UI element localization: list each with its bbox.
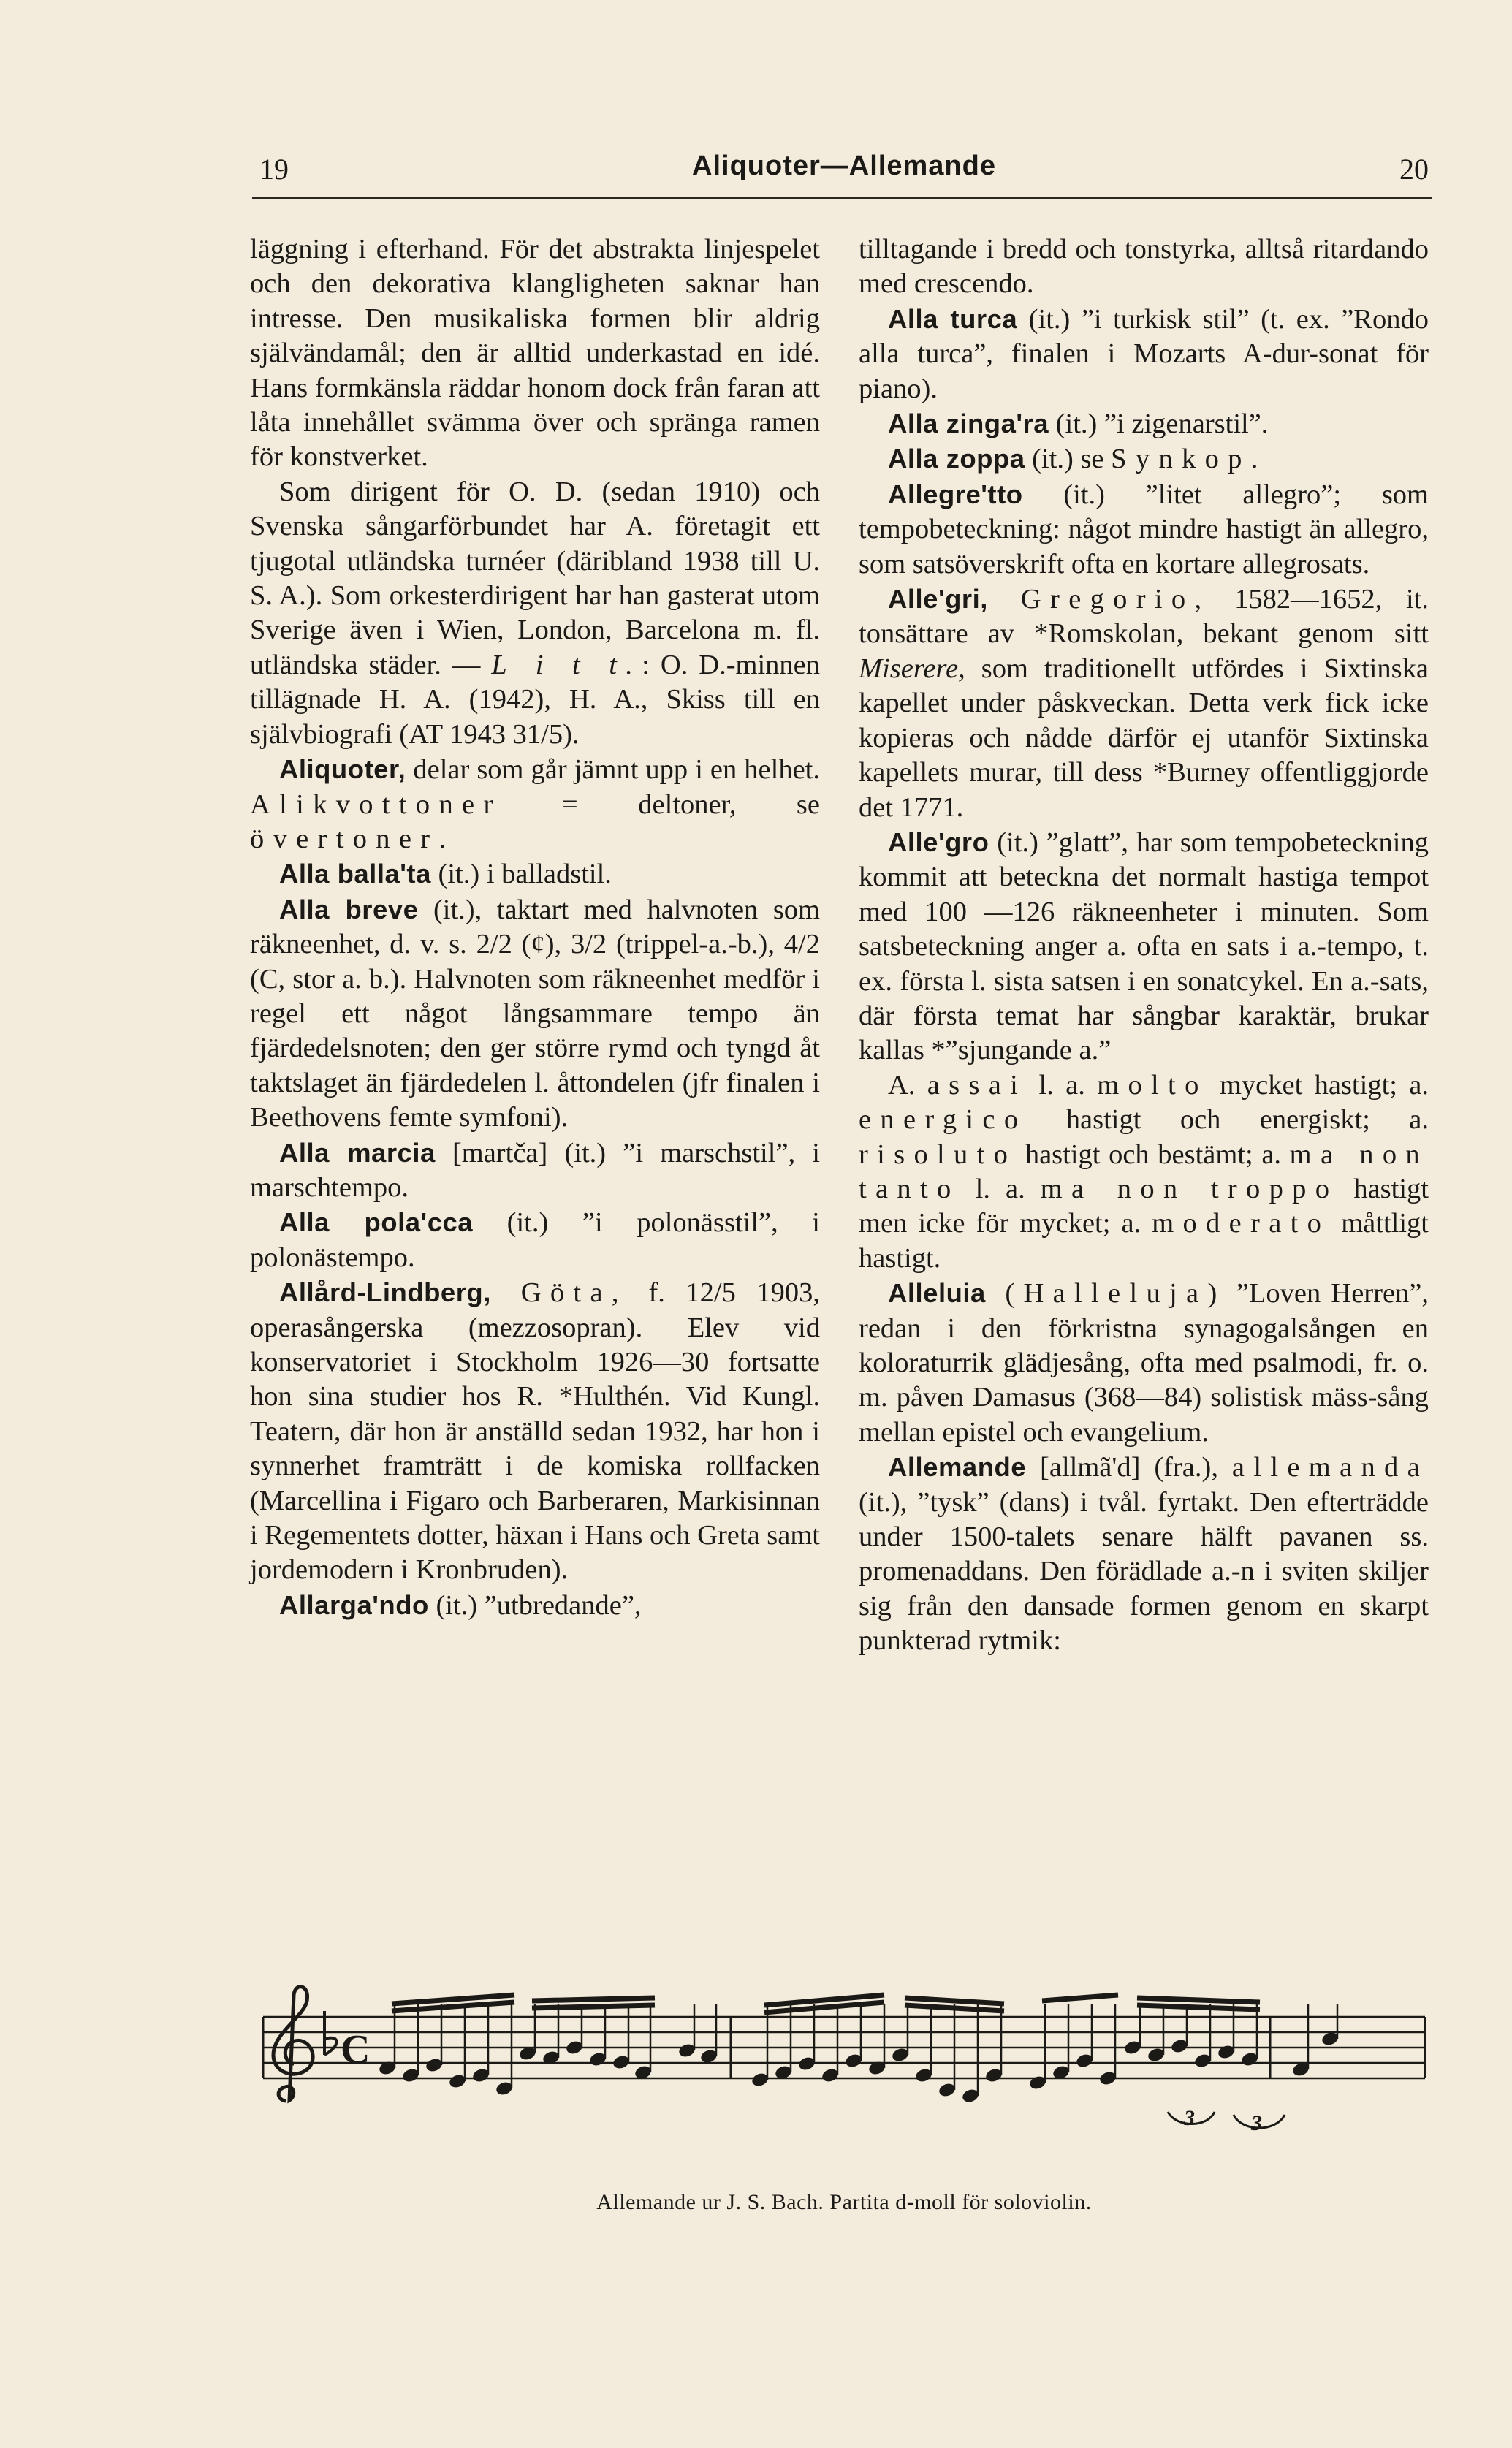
lemma: Alle'gro: [888, 826, 989, 857]
entry-allard-lindberg: Allård-Lindberg, Göta, f. 12/5 1903, operasångerska (mezzosopran). Elev vid konservatoriet i Stockholm 1926—30 fortsatte hon sina studier hos R. *Hulthén. Vid Kungl. Teatern, där hon är anställd sedan 1932, har hon i synnerhet framträtt i de komiska rollfacken (Marcellina i Figaro och Barberaren, Markisinnan i Regementets dotter, häxan i Hans och Greta samt jordemodern i Kronbruden).: [250, 1277, 820, 1586]
entry-allegro: Alle'gro (it.) ”glatt”, har som tempobeteckning kommit att beteckna det normalt hastiga tempot med 100 —126 räkneenheter i minuten. Som satsbeteckning anger a. ofta en sats i a.-tempo, t. ex. första l. sista satsen i en sonatcykel. En a.-sats, där första temat har sångbar karaktär, brukar kallas *”sjungande a.”: [859, 826, 1429, 1066]
entry-allegri: Alle'gri, Gregorio, 1582—1652, it. tonsättare av *Romskolan, bekant genom sitt Miserere, som traditionellt utfördes i Sixtinska kapellet under påskveckan. Detta verk fick icke kopieras och nådde därför ej utanför Sixtinska kapellets murar, till dess *Burney offentliggjorde det 1771.: [859, 584, 1429, 823]
entry-allemande: Allemande [allmã'd] (fra.), allemanda (it.), ”tysk” (dans) i tvål. fyrtakt. Den efterträdde under 1500-talets senare hälft pavanen ss. promenaddans. Den förädlade a.-n i sviten skiljer sig från den dansade formen genom en skarpt punkterad rytmik:: [859, 1452, 1429, 1657]
note-beam: [905, 2005, 1004, 2011]
lemma: Alle'gri,: [888, 584, 988, 615]
entry-alla-ballata: Alla balla'ta (it.) i balladstil.: [279, 859, 612, 890]
entry-allegretto: Allegre'tto (it.) ”litet allegro”; som tempobeteckning: något mindre hastigt än allegro, som satsöverskrift ofta en kortare allegrosats.: [859, 479, 1429, 579]
entry-alla-marcia: Alla marcia [martča] (it.) ”i marschstil”, i marschtempo.: [250, 1137, 821, 1203]
lemma: Alla balla'ta: [279, 859, 431, 889]
music-example: [248, 1966, 1432, 2156]
left-column: [250, 232, 820, 1623]
triplet-label: 3: [1251, 2111, 1262, 2135]
lemma: Allarga'ndo: [279, 1589, 429, 1620]
lemma: Alla turca: [888, 303, 1018, 334]
entry-aliquoter: Aliquoter, delar som går jämnt upp i en helhet. Alikvottoner = deltoner, se övertoner.: [250, 754, 820, 854]
lemma: Alla marcia: [279, 1137, 436, 1168]
page-number-right: 20: [1399, 153, 1429, 186]
lemma: Alla zoppa: [888, 444, 1025, 474]
entry-alla-polacca: Alla pola'cca (it.) ”i polonässtil”, i polonästempo.: [250, 1207, 820, 1273]
lemma: Alla breve: [279, 894, 419, 924]
note-beam: [1042, 1995, 1118, 2001]
right-column: [859, 232, 1429, 1659]
entry-allegro-modifiers: A. assai l. a. molto mycket hastigt; a. energico hastigt och energiskt; a. risoluto hastigt och bestämt; a. ma non tanto l. a. ma non troppo hastigt men icke för mycket; a. moderato måttligt hastigt.: [859, 1069, 1429, 1274]
lemma: Allemande: [888, 1452, 1027, 1483]
entry-continuation: läggning i efterhand. För det abstrakta linjespelet och den dekorativa klangligheten saknar han intresse. Den musikaliska formen blir aldrig självändamål; den är alltid underkastad en idé. Hans formkänsla räddar honom dock från faran att låta innehållet svämma över och spränga ramen för konstverket.: [250, 234, 820, 473]
page-header: [259, 146, 1429, 197]
lemma: Alleluia: [888, 1278, 986, 1309]
lemma: Aliquoter,: [279, 754, 406, 785]
music-caption: Allemande ur J. S. Bach. Partita d-moll för soloviolin.: [596, 2190, 1092, 2214]
entry-alla-zingara: Alla zinga'ra (it.) ”i zigenarstil”.: [888, 408, 1269, 440]
time-signature: C: [341, 2027, 371, 2072]
note-beam: [532, 1998, 655, 2001]
triplet-label: 3: [1184, 2106, 1195, 2130]
note-beam: [1137, 1998, 1260, 2002]
running-title: Aliquoter—Allemande: [692, 151, 996, 181]
page-number-left: 19: [259, 153, 289, 186]
treble-clef-icon: [273, 1987, 313, 2101]
entry-alla-zoppa: Alla zoppa (it.) se Synkop.: [888, 444, 1258, 475]
entry-allargando: Allarga'ndo (it.) ”utbredande”,: [279, 1589, 642, 1621]
lemma: Alla pola'cca: [279, 1207, 474, 1238]
entry-alla-turca: Alla turca (it.) ”i turkisk stil” (t. ex. ”Rondo alla turca”, finalen i Mozarts A-dur-sonat för piano).: [859, 303, 1429, 404]
lemma: Alla zinga'ra: [888, 408, 1049, 439]
lemma: Allård-Lindberg,: [279, 1277, 491, 1308]
note-group: [378, 1995, 1340, 2104]
header-rule: [252, 197, 1432, 199]
entry-alleluia: Alleluia (Halleluja) ”Loven Herren”, redan i den förkristna synagogalsången en koloraturrik glädjesång, ofta med psalmodi, fr. o. m. påven Damasus (368—84) solistisk mäss-sång mellan epistel och evangelium.: [859, 1278, 1429, 1448]
note-beam: [532, 2005, 655, 2008]
entry-paragraph: Som dirigent för O. D. (sedan 1910) och Svenska sångarförbundet har A. företagit ett tjugotal utländska turnéer (däribland 1938 till U. S. A.). Som orkesterdirigent har han gasterat utom Sverige även i Wien, London, Barcelona m. fl. utländska städer. — L i t t.: O. D.-minnen tillägnade H. A. (1942), H. A., Skiss till en självbiografi (AT 1943 31/5).: [250, 476, 821, 750]
lemma: Allegre'tto: [888, 479, 1023, 509]
note-beam: [905, 1998, 1004, 2004]
entry-alla-breve: Alla breve (it.), taktart med halvnoten som räkneenhet, d. v. s. 2/2 (¢), 3/2 (trippel-a.-b.), 4/2 (C, stor a. b.). Halvnoten som räkneenhet medför i regel ett något långsammare tempo än fjärdedelsnoten; den ger större rymd och tyngd åt taktslaget än fjärdedelen l. åttondelen (jfr finalen i Beethovens femte symfoni).: [250, 894, 821, 1133]
entry-continuation: tilltagande i bredd och tonstyrka, alltså ritardando med crescendo.: [859, 234, 1429, 300]
music-staff-figure: [248, 1966, 1432, 2156]
note-beam: [1137, 2005, 1260, 2010]
